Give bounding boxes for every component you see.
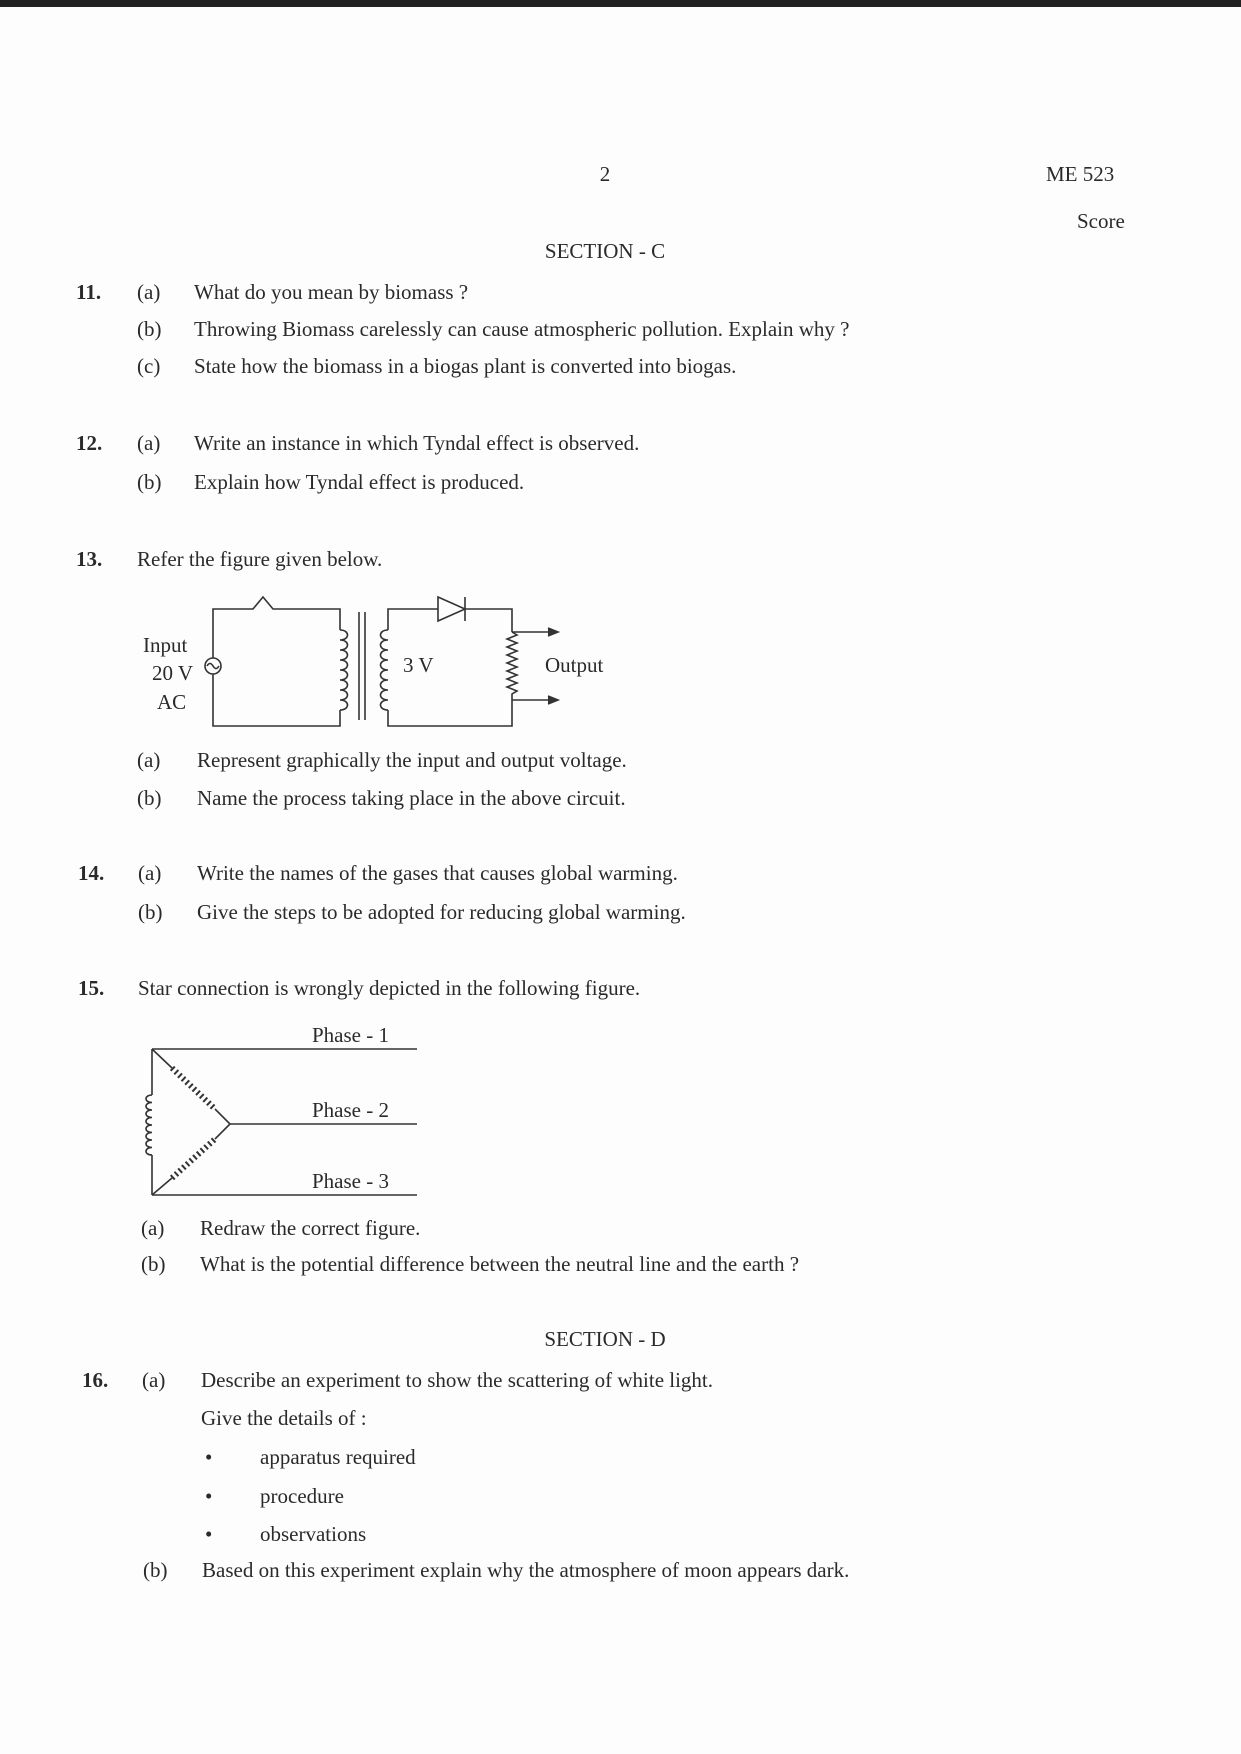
q16-details-intro: Give the details of : <box>201 1406 367 1430</box>
ac-label: AC <box>157 690 187 714</box>
q12a-label: (a) <box>137 431 161 455</box>
q14-number: 14. <box>78 861 105 885</box>
q13b-label: (b) <box>137 786 162 810</box>
q11c-label: (c) <box>137 354 161 378</box>
section-d-heading: SECTION - D <box>544 1327 666 1351</box>
q14a-label: (a) <box>138 861 162 885</box>
primary-coil <box>340 630 348 710</box>
output-label: Output <box>545 653 604 677</box>
q15-text: Star connection is wrongly depicted in the following figure. <box>138 976 641 1000</box>
diode <box>438 597 465 621</box>
q14b-label: (b) <box>138 900 163 924</box>
q15a-label: (a) <box>141 1216 165 1240</box>
page-number: 2 <box>599 162 611 186</box>
bullet-icon: • <box>205 1484 213 1508</box>
q13a-text: Represent graphically the input and output voltage. <box>197 748 627 772</box>
q14b-text: Give the steps to be adopted for reducing global warming. <box>197 900 686 924</box>
q11b-label: (b) <box>137 317 162 341</box>
q16b-label: (b) <box>143 1558 168 1582</box>
phase-1-label: Phase - 1 <box>312 1023 389 1047</box>
q15-number: 15. <box>78 976 105 1000</box>
resistor <box>507 632 517 700</box>
q11-number: 11. <box>76 280 102 304</box>
q11a-text: What do you mean by biomass ? <box>194 280 469 304</box>
q11a-label: (a) <box>137 280 161 304</box>
q11b-text: Throwing Biomass carelessly can cause atmospheric pollution. Explain why ? <box>194 317 850 341</box>
paper-code: ME 523 <box>1046 162 1115 186</box>
phase-3-label: Phase - 3 <box>312 1169 389 1193</box>
q13a-label: (a) <box>137 748 161 772</box>
q12b-text: Explain how Tyndal effect is produced. <box>194 470 525 494</box>
coil-upper <box>172 1068 215 1109</box>
bullet-item: procedure <box>260 1484 344 1508</box>
bullet-item: observations <box>260 1522 367 1546</box>
q16b-text: Based on this experiment explain why the atmosphere of moon appears dark. <box>202 1558 850 1582</box>
q13b-text: Name the process taking place in the above circuit. <box>197 786 626 810</box>
rectifier-circuit <box>205 597 558 726</box>
score-label: Score <box>1077 209 1125 233</box>
bullet-icon: • <box>205 1522 213 1546</box>
q15b-text: What is the potential difference between the neutral line and the earth ? <box>200 1252 800 1276</box>
q12b-label: (b) <box>137 470 162 494</box>
output-voltage-label: 3 V <box>403 653 434 677</box>
q15a-text: Redraw the correct figure. <box>200 1216 421 1240</box>
phase-2-label: Phase - 2 <box>312 1098 389 1122</box>
q13-text: Refer the figure given below. <box>137 547 383 571</box>
input-label: Input <box>143 633 188 657</box>
secondary-coil <box>381 630 389 710</box>
q12-number: 12. <box>76 431 103 455</box>
q11c-text: State how the biomass in a biogas plant is converted into biogas. <box>194 354 737 378</box>
coil-left <box>146 1095 152 1155</box>
q16a-label: (a) <box>142 1368 166 1392</box>
q13-number: 13. <box>76 547 103 571</box>
bullet-icon: • <box>205 1445 213 1469</box>
section-c-heading: SECTION - C <box>544 239 666 263</box>
q15b-label: (b) <box>141 1252 166 1276</box>
input-voltage-label: 20 V <box>152 661 194 685</box>
bullet-item: apparatus required <box>260 1445 416 1469</box>
q16-number: 16. <box>82 1368 109 1392</box>
coil-lower <box>172 1139 215 1178</box>
q16a-text: Describe an experiment to show the scattering of white light. <box>201 1368 714 1392</box>
q14a-text: Write the names of the gases that causes global warming. <box>197 861 678 885</box>
q12a-text: Write an instance in which Tyndal effect is observed. <box>194 431 640 455</box>
